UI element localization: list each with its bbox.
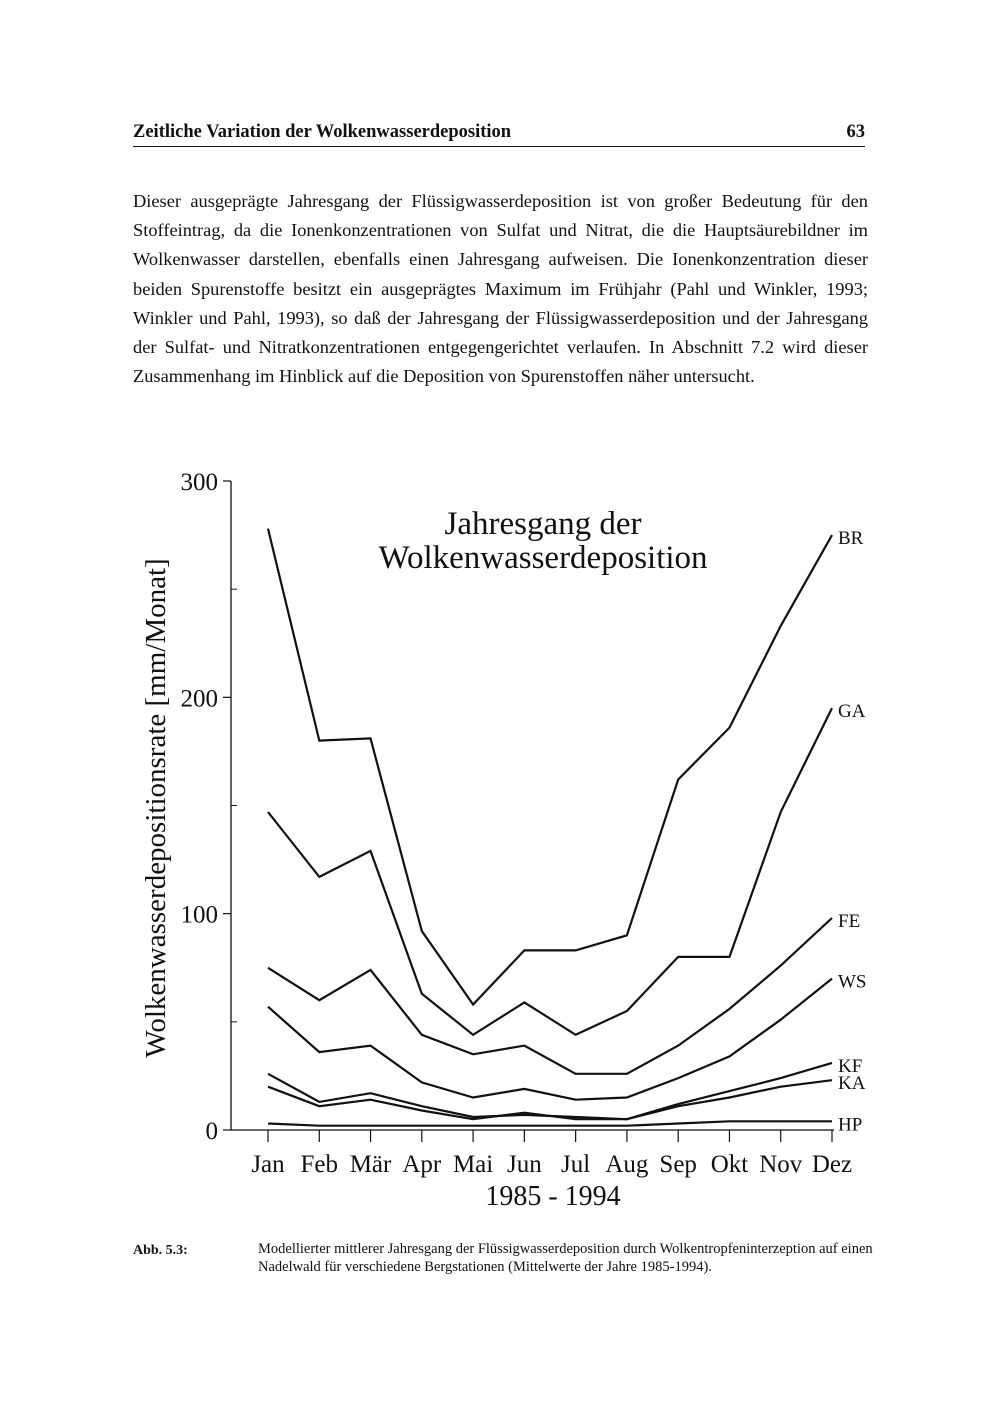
x-tick-label-11: Nov — [759, 1151, 803, 1178]
x-tick-label-12: Dez — [811, 1151, 853, 1178]
figure-caption-text: Modellierter mittlerer Jahresgang der Flüssigwasserdeposition durch Wolkentropfeninterzeption auf einen Nadelwald für verschiedene Bergstationen (Mittelwerte der Jahre 1985-1994). — [258, 1241, 873, 1275]
series-label-ws: WS — [838, 971, 867, 993]
x-tick-label-7: Jul — [561, 1151, 591, 1178]
series-line-br — [268, 529, 832, 1005]
x-tick-label-5: Mai — [452, 1151, 494, 1178]
y-tick-label-100: 100 — [180, 901, 218, 929]
x-tick-label-9: Sep — [659, 1151, 697, 1178]
x-tick-label-4: Apr — [402, 1151, 442, 1178]
y-tick-label-0: 0 — [205, 1118, 218, 1145]
page-number: 63 — [846, 122, 865, 142]
x-tick-label-6: Jun — [506, 1151, 542, 1178]
y-tick-label-300: 300 — [180, 469, 218, 496]
series-line-ga — [268, 708, 832, 1035]
series-label-br: BR — [838, 528, 864, 550]
x-tick-label-3: Mär — [349, 1151, 392, 1178]
x-tick-label-8: Aug — [605, 1151, 649, 1178]
figure-caption-label: Abb. 5.3: — [133, 1243, 188, 1258]
series-label-ga: GA — [838, 701, 866, 723]
chart-title-line-1: Jahresgang der — [444, 506, 642, 542]
series-line-hp — [268, 1121, 832, 1125]
x-tick-label-2: Feb — [300, 1151, 339, 1178]
series-label-kf: KF — [838, 1055, 863, 1077]
series-label-ka: KA — [838, 1073, 866, 1095]
series-label-hp: HP — [838, 1114, 863, 1136]
series-line-ws — [268, 979, 832, 1100]
series-line-kf — [268, 1063, 832, 1119]
x-tick-label-10: Okt — [710, 1151, 749, 1178]
y-tick-label-200: 200 — [180, 685, 218, 713]
y-axis-label: Wolkenwasserdepositionsrate [mm/Monat] — [140, 558, 172, 1058]
x-tick-label-1: Jan — [251, 1151, 285, 1178]
section-title: Zeitliche Variation der Wolkenwasserdeposition — [133, 122, 512, 142]
series-label-fe: FE — [838, 910, 861, 932]
body-paragraph: Dieser ausgeprägte Jahresgang der Flüssigwasserdeposition ist von großer Bedeutung für den Stoffeintrag, da die Ionenkonzentrationen von Sulfat und Nitrat, die die Hauptsäurebildner im Wolkenwasser darstellen, ebenfalls einen Jahresgang aufweisen. Die Ionenkonzentration dieser beiden Spurenstoffe besitzt ein ausgeprägtes Maximum im Frühjahr (Pahl und Winkler, 1993; Winkler und Pahl, 1993), so daß der Jahresgang der Flüssigwasserdeposition und der Jahresgang der Sulfat- und Nitratkonzentrationen entgegengerichtet verlaufen. In Abschnitt 7.2 wird dieser Zusammenhang im Hinblick auf die Deposition von Spurenstoffen näher untersucht. — [133, 191, 868, 387]
series-line-fe — [268, 918, 832, 1074]
chart-title-line-2: Wolkenwasserdeposition — [378, 540, 708, 576]
x-axis-label: 1985 - 1994 — [485, 1181, 621, 1212]
